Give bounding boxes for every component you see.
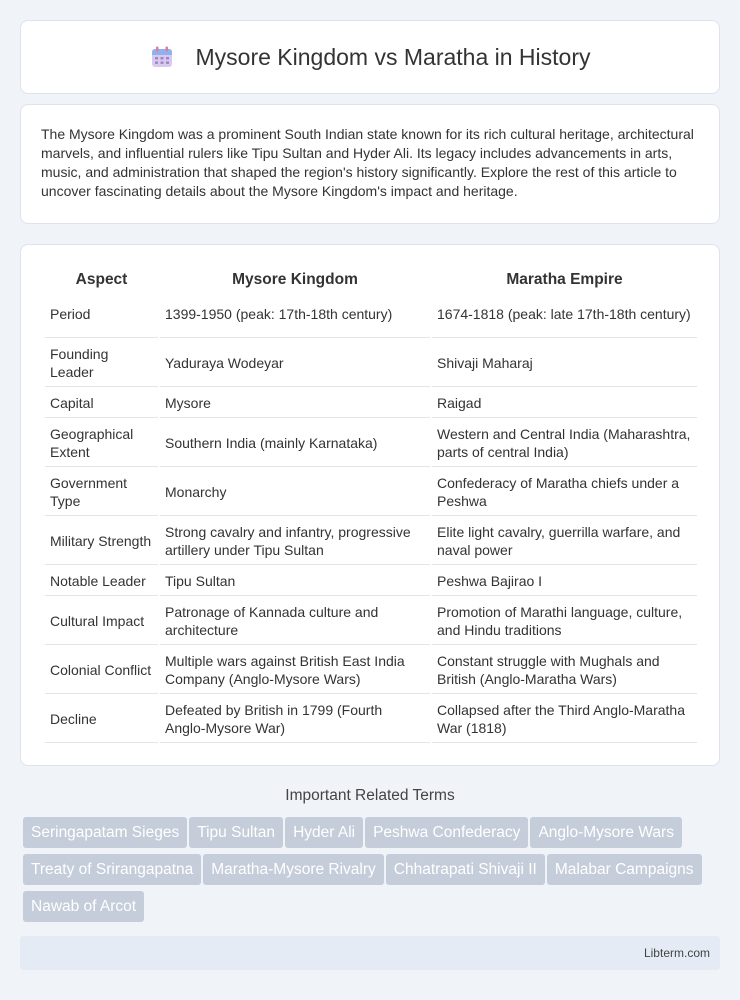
cell-aspect: Period	[45, 291, 158, 338]
cell-mysore: Defeated by British in 1799 (Fourth Anglo-Mysore War)	[160, 696, 430, 743]
cell-mysore: Monarchy	[160, 469, 430, 516]
cell-aspect: Notable Leader	[45, 567, 158, 596]
table-row	[45, 420, 697, 467]
comparison-table	[43, 267, 699, 745]
cell-aspect: Government Type	[45, 469, 158, 516]
table-row	[45, 389, 697, 418]
calendar-icon	[150, 45, 174, 69]
cell-maratha: Confederacy of Maratha chiefs under a Peshwa	[432, 469, 697, 516]
cell-maratha: Shivaji Maharaj	[432, 340, 697, 387]
table-header-row	[45, 269, 697, 289]
table-row	[45, 291, 697, 338]
page-title: Mysore Kingdom vs Maratha in History	[195, 43, 591, 70]
tag-malabar-campaigns[interactable]: Malabar Campaigns	[547, 854, 702, 885]
intro-card	[20, 104, 720, 224]
tag-chhatrapati-shivaji-ii[interactable]: Chhatrapati Shivaji II	[386, 854, 545, 885]
cell-mysore: Yaduraya Wodeyar	[160, 340, 430, 387]
table-row	[45, 567, 697, 596]
cell-aspect: Decline	[45, 696, 158, 743]
cell-maratha: Elite light cavalry, guerrilla warfare, and naval power	[432, 518, 697, 565]
cell-mysore: Southern India (mainly Karnataka)	[160, 420, 430, 467]
cell-mysore: Multiple wars against British East India Company (Anglo-Mysore Wars)	[160, 647, 430, 694]
cell-maratha: 1674-1818 (peak: late 17th-18th century)	[432, 291, 697, 338]
header-aspect: Aspect	[75, 271, 128, 288]
cell-aspect: Geographical Extent	[45, 420, 158, 467]
tag-peshwa-confederacy[interactable]: Peshwa Confederacy	[365, 817, 528, 848]
comparison-card	[20, 244, 720, 766]
cell-maratha: Western and Central India (Maharashtra, parts of central India)	[432, 420, 697, 467]
cell-mysore: Mysore	[160, 389, 430, 418]
footer-site-link[interactable]: Libterm.com	[643, 946, 710, 960]
tag-seringapatam-sieges[interactable]: Seringapatam Sieges	[23, 817, 187, 848]
tag-hyder-ali[interactable]: Hyder Ali	[285, 817, 363, 848]
cell-maratha: Raigad	[432, 389, 697, 418]
cell-aspect: Founding Leader	[45, 340, 158, 387]
intro-text: The Mysore Kingdom was a prominent South Indian state known for its rich cultural heritage, architectural marvels, and influential rulers like Tipu Sultan and Hyder Ali. Its legacy includes advancements in arts, music, and administration that shaped the region's history significantly. Explore the rest of this article to uncover fascinating details about the Mysore Kingdom's impact and heritage.	[41, 126, 694, 199]
cell-aspect: Capital	[45, 389, 158, 418]
table-row	[45, 598, 697, 645]
header-maratha: Maratha Empire	[506, 271, 623, 288]
table-row	[45, 696, 697, 743]
cell-mysore: 1399-1950 (peak: 17th-18th century)	[160, 291, 430, 338]
table-row	[45, 340, 697, 387]
tag-nawab-of-arcot[interactable]: Nawab of Arcot	[23, 891, 144, 922]
footer	[20, 936, 720, 970]
cell-aspect: Cultural Impact	[45, 598, 158, 645]
cell-maratha: Peshwa Bajirao I	[432, 567, 697, 596]
cell-maratha: Constant struggle with Mughals and British (Anglo-Maratha Wars)	[432, 647, 697, 694]
cell-maratha: Promotion of Marathi language, culture, and Hindu traditions	[432, 598, 697, 645]
cell-maratha: Collapsed after the Third Anglo-Maratha War (1818)	[432, 696, 697, 743]
tag-maratha-mysore-rivalry[interactable]: Maratha-Mysore Rivalry	[203, 854, 384, 885]
header-mysore: Mysore Kingdom	[232, 271, 358, 288]
cell-mysore: Strong cavalry and infantry, progressive artillery under Tipu Sultan	[160, 518, 430, 565]
cell-aspect: Military Strength	[45, 518, 158, 565]
title-card	[20, 20, 720, 94]
cell-mysore: Tipu Sultan	[160, 567, 430, 596]
cell-mysore: Patronage of Kannada culture and architecture	[160, 598, 430, 645]
tag-treaty-of-srirangapatna[interactable]: Treaty of Srirangapatna	[23, 854, 201, 885]
table-row	[45, 647, 697, 694]
tag-tipu-sultan[interactable]: Tipu Sultan	[189, 817, 283, 848]
related-terms-tags	[23, 817, 723, 928]
cell-aspect: Colonial Conflict	[45, 647, 158, 694]
table-row	[45, 469, 697, 516]
table-row	[45, 518, 697, 565]
related-terms-title: Important Related Terms	[285, 787, 455, 804]
tag-anglo-mysore-wars[interactable]: Anglo-Mysore Wars	[530, 817, 682, 848]
